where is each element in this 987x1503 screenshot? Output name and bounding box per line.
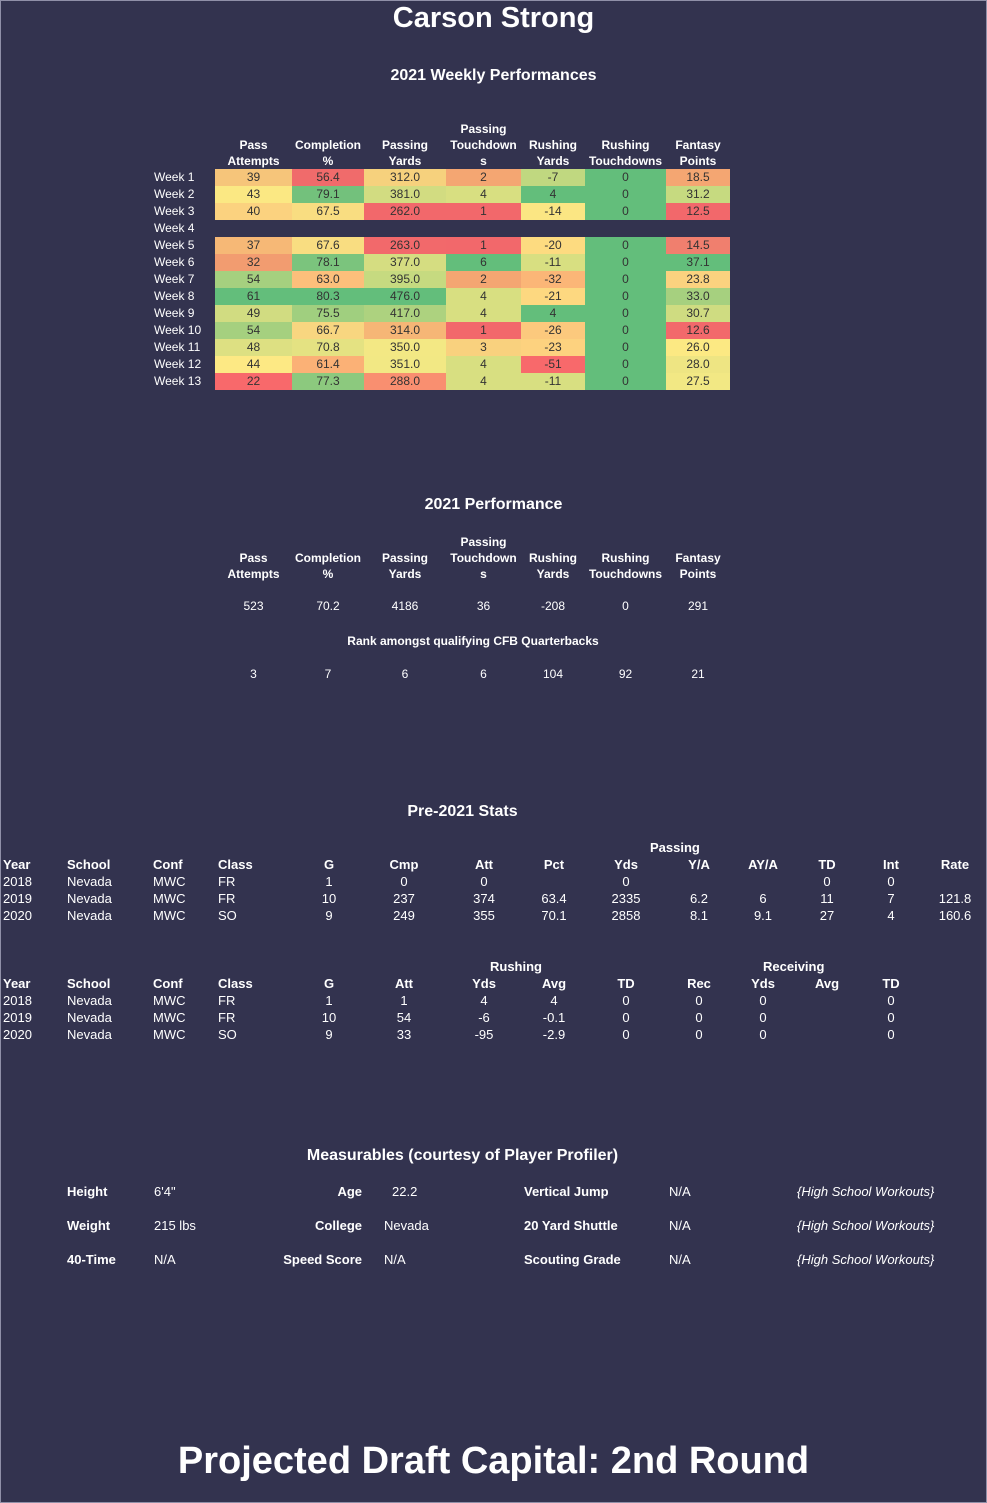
stat-cell (364, 220, 446, 237)
stat-cell: 37.1 (666, 254, 730, 271)
column-header (215, 550, 292, 582)
stat-cell: 61.4 (292, 356, 364, 373)
stat-cell: FR (218, 993, 236, 1008)
stat-cell: -7 (521, 169, 585, 186)
column-header-line: Yards (388, 154, 422, 168)
week-label: Week 10 (154, 323, 202, 337)
measurable-value: 22.2 (392, 1184, 418, 1199)
stat-cell: 9.1 (753, 908, 773, 923)
stat-cell: 9 (325, 1027, 333, 1042)
measurable-label: 20 Yard Shuttle (524, 1218, 618, 1233)
stat-cell: 0 (622, 1010, 630, 1025)
stat-cell: 9 (325, 908, 333, 923)
column-header (446, 534, 521, 582)
stat-cell: -21 (521, 288, 585, 305)
stat-cell: 63.4 (541, 891, 567, 906)
stat-cell: 312.0 (364, 169, 446, 186)
season-rank: 6 (401, 667, 409, 681)
stat-cell: 476.0 (364, 288, 446, 305)
stat-cell: -95 (474, 1027, 494, 1042)
stat-cell: 0 (622, 1027, 630, 1042)
stat-cell: 0 (585, 237, 666, 254)
season-rank: 3 (250, 667, 257, 681)
column-header (585, 137, 666, 169)
stat-cell: 7 (887, 891, 895, 906)
stat-cell: 80.3 (292, 288, 364, 305)
season-rank: 21 (691, 667, 705, 681)
stat-cell: 288.0 (364, 373, 446, 390)
stat-cell: 2020 (3, 1027, 32, 1042)
pre-title: Pre-2021 Stats (407, 803, 518, 820)
column-header (666, 137, 730, 169)
stat-cell: 40 (215, 203, 292, 220)
stat-cell: 2018 (3, 874, 32, 889)
stat-cell: 4 (446, 356, 521, 373)
stat-cell: MWC (153, 1027, 186, 1042)
stat-cell: 2 (446, 169, 521, 186)
column-header: Yds (472, 976, 496, 991)
column-header-line: Rushing (529, 551, 577, 565)
stat-cell: 2858 (611, 908, 641, 923)
column-header: Cmp (389, 857, 419, 872)
stat-cell: 0 (622, 874, 630, 889)
stat-cell: 0 (887, 1027, 895, 1042)
stat-cell: 355 (473, 908, 495, 923)
week-label: Week 7 (154, 272, 195, 286)
stat-cell: 56.4 (292, 169, 364, 186)
measurable-value: 6'4" (154, 1184, 176, 1199)
column-header: TD (882, 976, 900, 991)
stat-cell: -26 (521, 322, 585, 339)
stat-cell: 4 (550, 993, 558, 1008)
column-header-line: Attempts (227, 154, 280, 168)
column-header-line: Yards (536, 154, 570, 168)
stat-cell: MWC (153, 874, 186, 889)
stat-cell: 61 (215, 288, 292, 305)
column-header (215, 137, 292, 169)
stat-cell: 10 (321, 1010, 337, 1025)
measurable-label: Vertical Jump (524, 1184, 609, 1199)
measurable-value: N/A (669, 1184, 691, 1199)
column-header (521, 137, 585, 169)
stat-cell: -23 (521, 339, 585, 356)
season-rank: 7 (324, 667, 332, 681)
column-header-line: Pass (239, 551, 268, 565)
column-header: Avg (814, 976, 840, 991)
season-value: 4186 (391, 599, 419, 613)
stat-cell: 121.8 (938, 891, 972, 906)
measurable-value: Nevada (384, 1218, 429, 1233)
stat-cell: 4 (446, 305, 521, 322)
stat-cell: MWC (153, 908, 186, 923)
season-rank: 6 (480, 667, 487, 681)
column-header-line: s (480, 154, 487, 168)
stat-cell: -32 (521, 271, 585, 288)
stat-cell: SO (218, 1027, 237, 1042)
stat-cell: 0 (585, 169, 666, 186)
season-value: 291 (687, 599, 709, 613)
stat-cell: 0 (695, 1027, 703, 1042)
stat-cell: 0 (887, 993, 895, 1008)
column-header: Conf (153, 976, 183, 991)
season-value: 0 (622, 599, 629, 613)
stat-cell: 6 (759, 891, 767, 906)
measurable-label: College (315, 1218, 362, 1233)
column-header: School (67, 857, 111, 872)
stat-cell: 3 (446, 339, 521, 356)
stat-cell: 0 (887, 1010, 895, 1025)
stat-cell: 54 (215, 322, 292, 339)
stat-cell: 0 (480, 874, 488, 889)
column-header-line: Points (679, 154, 717, 168)
column-header-line: Passing (381, 138, 429, 152)
stat-cell: MWC (153, 993, 186, 1008)
stat-cell: -11 (521, 373, 585, 390)
week-label: Week 5 (154, 238, 195, 252)
stat-cell: 0 (695, 1010, 703, 1025)
column-header: AY/A (748, 857, 778, 872)
stat-cell: 27.5 (666, 373, 730, 390)
column-header: Conf (153, 857, 183, 872)
measurable-label: Scouting Grade (524, 1252, 621, 1267)
stat-cell: 0 (585, 322, 666, 339)
stat-cell: MWC (153, 891, 186, 906)
stat-cell: 314.0 (364, 322, 446, 339)
column-header-line: Touchdowns (588, 154, 663, 168)
season-value: 523 (243, 599, 264, 613)
week-label: Week 12 (154, 357, 202, 371)
week-label: Week 6 (154, 255, 195, 269)
column-header (585, 550, 666, 582)
stat-cell: 14.5 (666, 237, 730, 254)
stat-cell: 0 (585, 339, 666, 356)
stat-cell: 249 (393, 908, 415, 923)
column-header: G (323, 857, 335, 872)
column-header: Yds (751, 976, 775, 991)
stat-cell: -20 (521, 237, 585, 254)
stat-cell: 395.0 (364, 271, 446, 288)
stat-cell: 70.1 (541, 908, 567, 923)
column-header: Yds (614, 857, 638, 872)
stat-cell: 0 (759, 1027, 767, 1042)
stat-cell: MWC (153, 1010, 186, 1025)
stat-cell: Nevada (67, 908, 112, 923)
stat-cell: 4 (446, 186, 521, 203)
measurable-label: Height (67, 1184, 108, 1199)
stat-cell: 0 (400, 874, 408, 889)
stat-cell: -14 (521, 203, 585, 220)
column-header: Att (474, 857, 494, 872)
stat-cell: FR (218, 874, 236, 889)
stat-cell: Nevada (67, 891, 112, 906)
stat-cell: 27 (819, 908, 835, 923)
stat-cell: 28.0 (666, 356, 730, 373)
rank-title: Rank amongst qualifying CFB Quarterbacks (347, 634, 599, 648)
column-header-line: Rushing (529, 138, 577, 152)
season-value: 36 (476, 599, 491, 613)
column-header-line: Passing (460, 535, 507, 549)
column-header (446, 121, 521, 169)
stat-cell: 67.6 (292, 237, 364, 254)
column-header (364, 550, 446, 582)
stat-cell: 0 (585, 203, 666, 220)
column-header-line: Touchdown (450, 551, 517, 565)
measurable-value: 215 lbs (154, 1218, 196, 1233)
week-label: Week 2 (154, 187, 195, 201)
week-label: Week 4 (154, 221, 195, 235)
stat-cell: 54 (215, 271, 292, 288)
stat-cell: 2018 (3, 993, 32, 1008)
stat-cell: 44 (215, 356, 292, 373)
stat-cell: 22 (215, 373, 292, 390)
stat-cell: 1 (446, 237, 521, 254)
column-header-line: Attempts (227, 567, 280, 581)
column-header: School (67, 976, 111, 991)
stat-cell (446, 220, 521, 237)
draft-projection: Projected Draft Capital: 2nd Round (177, 1440, 810, 1482)
column-header (292, 137, 364, 169)
season-rank: 104 (542, 667, 564, 681)
season-value: -208 (540, 599, 566, 613)
stat-cell: 0 (759, 1010, 767, 1025)
stat-cell: 31.2 (666, 186, 730, 203)
week-label: Week 1 (154, 170, 195, 184)
stat-cell: 0 (695, 993, 703, 1008)
stat-cell: 6 (446, 254, 521, 271)
stat-cell (521, 220, 585, 237)
stat-cell: 10 (321, 891, 337, 906)
stat-cell: 0 (823, 874, 831, 889)
stat-cell: 4 (480, 993, 488, 1008)
stat-cell: -0.1 (542, 1010, 566, 1025)
measurable-note: {High School Workouts} (797, 1184, 935, 1199)
column-header: Class (218, 976, 253, 991)
season-title: 2021 Performance (424, 496, 563, 513)
stat-cell: 4 (446, 373, 521, 390)
stat-cell (585, 220, 666, 237)
stat-cell: 4 (521, 305, 585, 322)
stat-cell: 6.2 (689, 891, 709, 906)
stat-cell: Nevada (67, 993, 112, 1008)
stat-cell: 262.0 (364, 203, 446, 220)
column-header-line: Completion (295, 551, 361, 565)
column-header: Rate (940, 857, 970, 872)
stat-cell: 0 (585, 254, 666, 271)
column-header: Year (3, 857, 31, 872)
receiving-group-label: Receiving (763, 959, 825, 974)
stat-cell: 66.7 (292, 322, 364, 339)
stat-cell: 2020 (3, 908, 32, 923)
stat-cell: 2019 (3, 1010, 32, 1025)
stat-cell: 1 (325, 993, 333, 1008)
passing-group-label: Passing (650, 840, 700, 855)
stat-cell: 70.8 (292, 339, 364, 356)
column-header: G (323, 976, 335, 991)
measurable-value: N/A (669, 1218, 691, 1233)
measurable-label: Speed Score (283, 1252, 362, 1267)
column-header-line: s (480, 567, 487, 581)
week-label: Week 13 (154, 374, 202, 388)
stat-cell: 12.6 (666, 322, 730, 339)
column-header: TD (617, 976, 635, 991)
stat-cell: 48 (215, 339, 292, 356)
stat-cell: 79.1 (292, 186, 364, 203)
column-header-line: Pass (239, 138, 268, 152)
stat-cell: 18.5 (666, 169, 730, 186)
column-header: Int (883, 857, 899, 872)
stat-cell: 23.8 (666, 271, 730, 288)
weekly-title: 2021 Weekly Performances (390, 67, 597, 84)
column-header: Rec (687, 976, 711, 991)
measurable-label: Age (337, 1184, 362, 1199)
stat-cell: 2335 (611, 891, 641, 906)
column-header: Y/A (688, 857, 710, 872)
measurable-note: {High School Workouts} (797, 1252, 935, 1267)
column-header (292, 550, 364, 582)
stat-cell: 0 (585, 288, 666, 305)
stat-cell: Nevada (67, 1027, 112, 1042)
stat-cell: 381.0 (364, 186, 446, 203)
stat-cell: 1 (446, 322, 521, 339)
stat-cell: 374 (473, 891, 495, 906)
stat-cell: 8.1 (689, 908, 709, 923)
stat-cell: 1 (325, 874, 333, 889)
stat-cell: -2.9 (542, 1027, 566, 1042)
column-header-line: Yards (536, 567, 570, 581)
week-label: Week 3 (154, 204, 195, 218)
stat-cell: 43 (215, 186, 292, 203)
week-label: Week 11 (154, 340, 201, 354)
stat-cell: FR (218, 1010, 236, 1025)
column-header: Avg (541, 976, 567, 991)
stat-cell: SO (218, 908, 237, 923)
stat-cell: Nevada (67, 874, 112, 889)
stat-cell: 4 (446, 288, 521, 305)
measurable-value: N/A (669, 1252, 691, 1267)
stat-cell: 417.0 (364, 305, 446, 322)
measurable-value: N/A (154, 1252, 176, 1267)
stat-cell (666, 220, 730, 237)
stat-cell: 377.0 (364, 254, 446, 271)
stat-cell: 12.5 (666, 203, 730, 220)
column-header-line: Touchdowns (588, 567, 663, 581)
measurable-value: N/A (384, 1252, 406, 1267)
stat-cell: 54 (396, 1010, 412, 1025)
stat-cell: 26.0 (666, 339, 730, 356)
column-header-line: Passing (381, 551, 429, 565)
week-label: Week 9 (154, 306, 195, 320)
stat-cell: 2 (446, 271, 521, 288)
column-header: Year (3, 976, 31, 991)
stat-cell: 33.0 (666, 288, 730, 305)
stat-cell: 0 (585, 271, 666, 288)
stat-cell: 0 (887, 874, 895, 889)
column-header (521, 550, 585, 582)
stat-cell: 350.0 (364, 339, 446, 356)
stat-cell: 0 (759, 993, 767, 1008)
stat-cell: -51 (521, 356, 585, 373)
stat-cell: 75.5 (292, 305, 364, 322)
stat-cell: 49 (215, 305, 292, 322)
stat-cell: 160.6 (938, 908, 972, 923)
measurable-note: {High School Workouts} (797, 1218, 935, 1233)
stat-cell (292, 220, 364, 237)
column-header-line: Rushing (601, 551, 650, 565)
stat-cell: 78.1 (292, 254, 364, 271)
stat-cell: 0 (585, 186, 666, 203)
page-title: Carson Strong (392, 2, 595, 34)
measurables-title: Measurables (courtesy of Player Profiler) (306, 1147, 619, 1164)
stat-cell: FR (218, 891, 236, 906)
column-header-line: Touchdown (450, 138, 517, 152)
stat-cell: 37 (215, 237, 292, 254)
column-header-line: Points (679, 567, 717, 581)
stat-cell: 11 (820, 891, 834, 906)
stat-cell: 77.3 (292, 373, 364, 390)
stat-cell: 0 (585, 356, 666, 373)
column-header-line: Yards (388, 567, 422, 581)
stat-cell: 237 (393, 891, 415, 906)
column-header-line: % (322, 567, 334, 581)
column-header: TD (818, 857, 836, 872)
stat-cell: 1 (400, 993, 408, 1008)
stat-cell: 63.0 (292, 271, 364, 288)
column-header-line: Rushing (601, 138, 650, 152)
column-header-line: Passing (460, 122, 507, 136)
stat-cell: 4 (887, 908, 895, 923)
season-rank: 92 (618, 667, 633, 681)
stat-cell: 39 (215, 169, 292, 186)
stat-cell: 30.7 (666, 305, 730, 322)
column-header: Class (218, 857, 253, 872)
stat-cell: 2019 (3, 891, 32, 906)
stat-cell: 0 (622, 993, 630, 1008)
column-header-line: Completion (295, 138, 361, 152)
stat-cell: 0 (585, 305, 666, 322)
stat-cell: 32 (215, 254, 292, 271)
column-header: Att (394, 976, 414, 991)
measurable-label: 40-Time (67, 1252, 116, 1267)
stat-cell: 67.5 (292, 203, 364, 220)
column-header (364, 137, 446, 169)
week-label: Week 8 (154, 289, 195, 303)
stat-cell: 263.0 (364, 237, 446, 254)
stat-cell: -11 (521, 254, 585, 271)
column-header: Pct (543, 857, 565, 872)
stat-cell: 4 (521, 186, 585, 203)
stat-cell: 33 (396, 1027, 412, 1042)
stat-cell: 351.0 (364, 356, 446, 373)
column-header-line: % (322, 154, 334, 168)
stat-cell: -6 (478, 1010, 490, 1025)
column-header-line: Fantasy (675, 138, 721, 152)
rushing-group-label: Rushing (490, 959, 542, 974)
stat-cell: Nevada (67, 1010, 112, 1025)
column-header-line: Fantasy (675, 551, 721, 565)
stat-cell: 0 (585, 373, 666, 390)
measurable-label: Weight (67, 1218, 111, 1233)
season-value: 70.2 (316, 599, 340, 613)
stat-cell (215, 220, 292, 237)
column-header (666, 550, 730, 582)
stat-cell: 1 (446, 203, 521, 220)
